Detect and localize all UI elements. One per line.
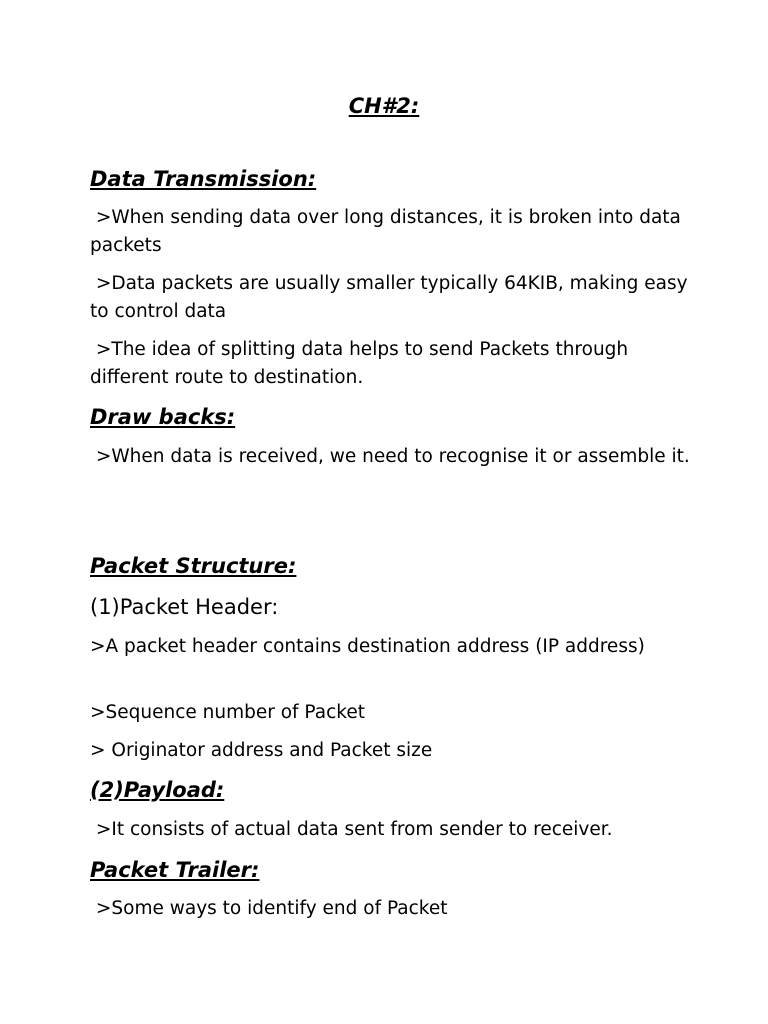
page-title: CH#2: xyxy=(348,94,420,118)
packet-header-point-3: > Originator address and Packet size xyxy=(90,740,433,761)
data-transmission-point-3: >The idea of splitting data helps to send Packets through different route to destination. xyxy=(90,339,635,388)
data-transmission-point-2: >Data packets are usually smaller typically 64KIB, making easy to control data xyxy=(90,273,694,322)
packet-trailer-point-1: >Some ways to identify end of Packet xyxy=(90,898,448,919)
payload-point-1: >It consists of actual data sent from sender to receiver. xyxy=(90,819,613,840)
heading-packet-trailer: Packet Trailer: xyxy=(90,858,260,882)
heading-draw-backs: Draw backs: xyxy=(90,405,236,429)
packet-header-point-2: >Sequence number of Packet xyxy=(90,702,365,723)
heading-data-transmission: Data Transmission: xyxy=(90,167,317,191)
heading-payload: (2)Payload: xyxy=(90,778,225,802)
heading-packet-structure: Packet Structure: xyxy=(90,554,297,578)
packet-header-label: (1)Packet Header: xyxy=(90,595,279,619)
packet-header-point-1: >A packet header contains destination address (IP address) xyxy=(90,636,645,657)
draw-backs-point-1: >When data is received, we need to recognise it or assemble it. xyxy=(90,446,690,467)
data-transmission-point-1: >When sending data over long distances, it is broken into data packets xyxy=(90,207,687,256)
